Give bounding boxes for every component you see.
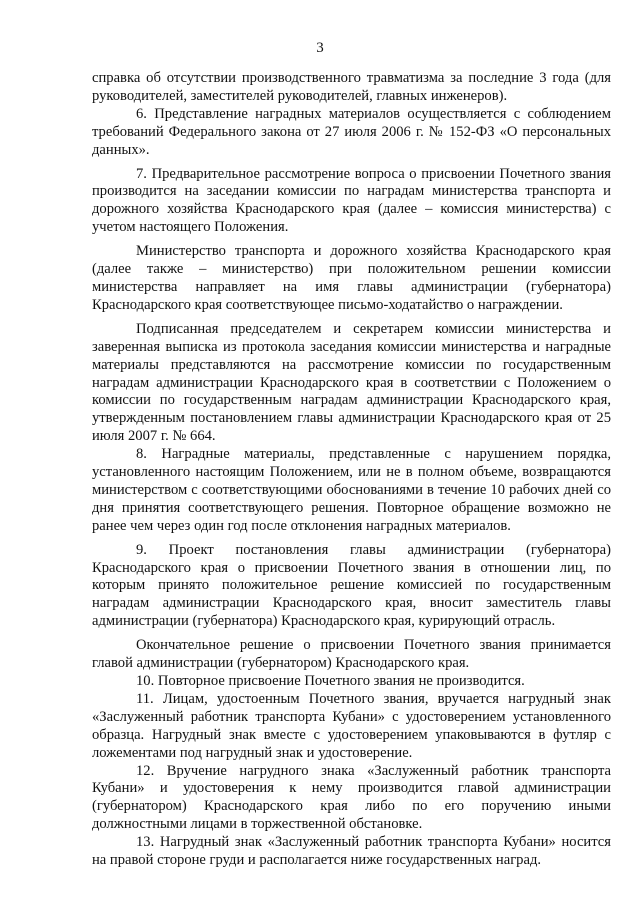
paragraph-ministry-petition: Министерство транспорта и дорожного хозяйства Краснодарского края (далее также – министерство) при положительном решении комиссии министерства направляет на имя главы администрации (губернатора) Краснодарского края соответствующее письмо-ходатайство о награждении.	[92, 243, 611, 313]
page-number: 3	[316, 40, 324, 56]
paragraph-7: 7. Предварительное рассмотрение вопроса о присвоении Почетного звания производится на заседании комиссии по наградам министерства транспорта и дорожного хозяйства Краснодарского края (далее – комиссия министерства) с учетом настоящего Положения.	[92, 165, 611, 236]
paragraph-12: 12. Вручение нагрудного знака «Заслуженный работник транспорта Кубани» и удостоверения к нему производится главой администрации (губернатором) Краснодарского края либо по его поручению иными должностными лицами в торжественной обстановке.	[92, 762, 611, 833]
paragraph-protocol-extract: Подписанная председателем и секретарем комиссии министерства и заверенная выписка из протокола заседания комиссии министерства и наградные материалы представляются на рассмотрение комиссии по государственным наградам администрации Краснодарского края в соответствии с Положением о комиссии по государственным наградам администрации Краснодарского края, утвержденным постановлением главы администрации Краснодарского края от 25 июля 2007 г. № 664.	[92, 320, 611, 445]
paragraph-13: 13. Нагрудный знак «Заслуженный работник транспорта Кубани» носится на правой стороне груди и располагается ниже государственных наград.	[92, 834, 611, 869]
paragraph-6: 6. Представление наградных материалов осуществляется с соблюдением требований Федерального закона от 27 июля 2006 г. № 152-ФЗ «О персональных данных».	[92, 105, 611, 158]
paragraph-9: 9. Проект постановления главы администрации (губернатора) Краснодарского края о присвоении Почетного звания в отношении лиц, по которым принято положительное решение комиссией по государственным наградам администрации Краснодарского края, вносит заместитель главы администрации (губернатора) Краснодарского края, курирующий отрасль.	[92, 541, 611, 630]
paragraph-certificate-continuation: справка об отсутствии производственного травматизма за последние 3 года (для руководителей, заместителей руководителей, главных инженеров).	[92, 70, 611, 104]
paragraph-final-decision: Окончательное решение о присвоении Почетного звания принимается главой администрации (губернатором) Краснодарского края.	[92, 637, 611, 672]
paragraph-11: 11. Лицам, удостоенным Почетного звания, вручается нагрудный знак «Заслуженный работник транспорта Кубани» с удостоверением установленного образца. Нагрудный знак вместе с удостоверением упаковываются в футляр с ложементами под нагрудный знак и удостоверение.	[92, 690, 611, 761]
document-body	[92, 70, 611, 870]
paragraph-8: 8. Наградные материалы, представленные с нарушением порядка, установленного настоящим Положением, или не в полном объеме, возвращаются министерством с соответствующими обоснованиями в течение 10 рабочих дней со дня принятия соответствующего решения. Повторное обращение возможно не ранее чем через один год после отклонения наградных материалов.	[92, 446, 611, 534]
paragraph-10: 10. Повторное присвоение Почетного звания не производится.	[136, 673, 525, 689]
